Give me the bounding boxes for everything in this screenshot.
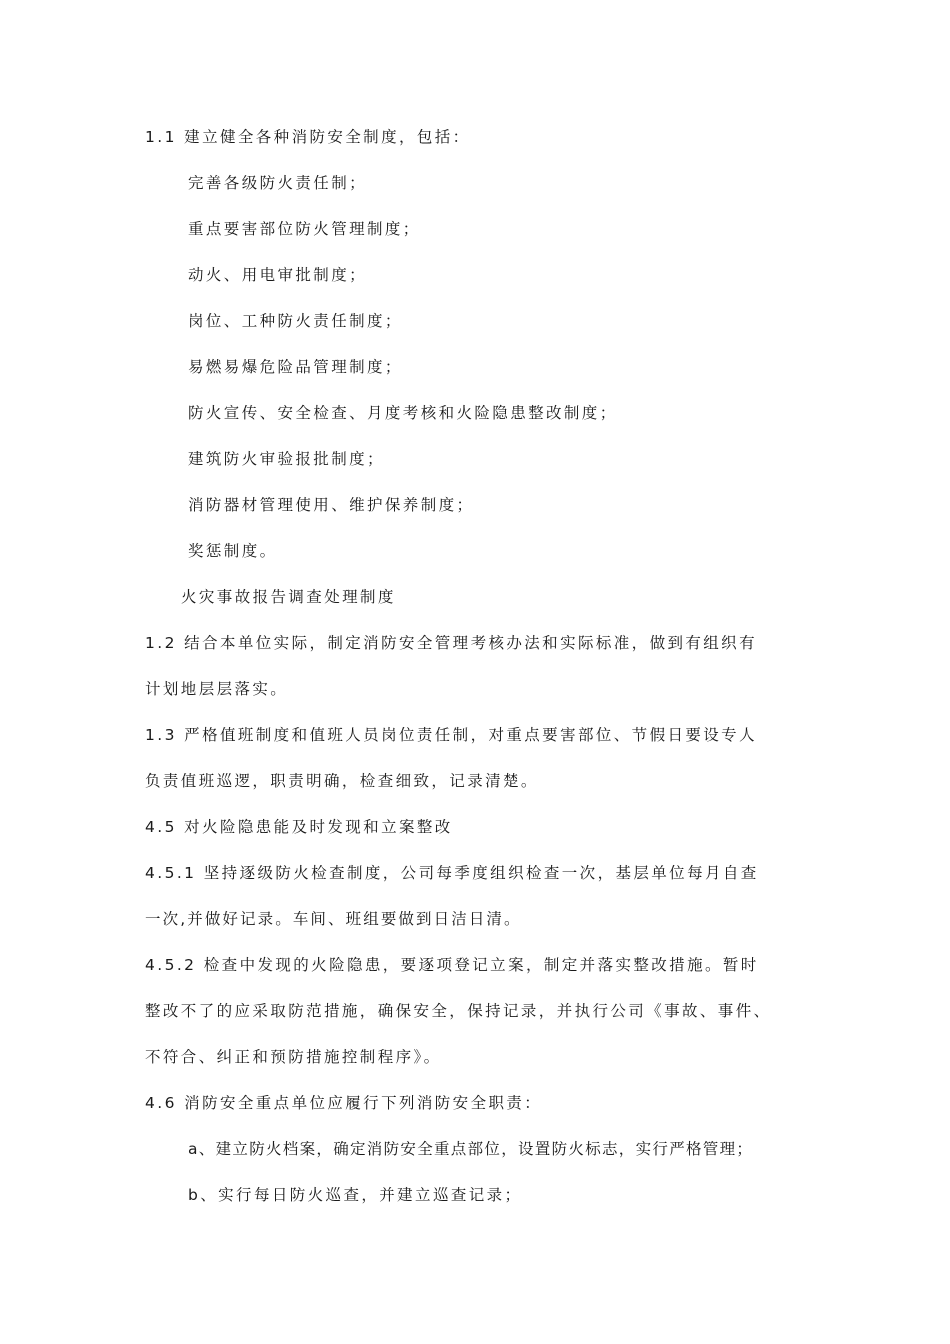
section-1-3-paragraph-cont: 负责值班巡逻，职责明确，检查细致，记录清楚。 (145, 772, 539, 790)
list-item: 重点要害部位防火管理制度； (188, 220, 421, 238)
section-1-3-paragraph: 1.3 严格值班制度和值班人员岗位责任制，对重点要害部位、节假日要设专人 (145, 726, 757, 744)
section-1-2-paragraph-cont: 计划地层层落实。 (145, 680, 289, 698)
list-item: 易燃易爆危险品管理制度； (188, 358, 403, 376)
list-item: 消防器材管理使用、维护保养制度； (188, 496, 475, 514)
section-4-5-1-paragraph: 4.5.1 坚持逐级防火检查制度，公司每季度组织检查一次，基层单位每月自查 (145, 864, 759, 882)
section-1-2-paragraph: 1.2 结合本单位实际，制定消防安全管理考核办法和实际标准，做到有组织有 (145, 634, 757, 652)
list-item: 奖惩制度。 (188, 542, 278, 560)
list-item: 防火宣传、安全检查、月度考核和火险隐患整改制度； (188, 404, 618, 422)
list-item: b、实行每日防火巡查，并建立巡查记录； (188, 1186, 523, 1204)
list-item: 完善各级防火责任制； (188, 174, 368, 192)
list-item: 建筑防火审验报批制度； (188, 450, 385, 468)
section-4-5-1-paragraph-cont: 一次,并做好记录。车间、班组要做到日洁日清。 (145, 910, 522, 928)
section-4-6-heading: 4.6 消防安全重点单位应履行下列消防安全职责： (145, 1094, 543, 1112)
list-item: 动火、用电审批制度； (188, 266, 368, 284)
list-item: 火灾事故报告调查处理制度 (181, 588, 396, 606)
section-4-5-2-paragraph: 4.5.2 检查中发现的火险隐患，要逐项登记立案，制定并落实整改措施。暂时 (145, 956, 759, 974)
list-item: 岗位、工种防火责任制度； (188, 312, 403, 330)
section-4-5-2-paragraph-end: 不符合、纠正和预防措施控制程序》。 (145, 1048, 442, 1066)
list-item: a、建立防火档案，确定消防安全重点部位，设置防火标志，实行严格管理； (188, 1140, 754, 1158)
section-4-5-heading: 4.5 对火险隐患能及时发现和立案整改 (145, 818, 453, 836)
section-4-5-2-paragraph-cont: 整改不了的应采取防范措施，确保安全，保持记录，并执行公司《事故、事件、 (145, 1002, 772, 1020)
section-1-1-heading: 1.1 建立健全各种消防安全制度，包括： (145, 128, 471, 146)
